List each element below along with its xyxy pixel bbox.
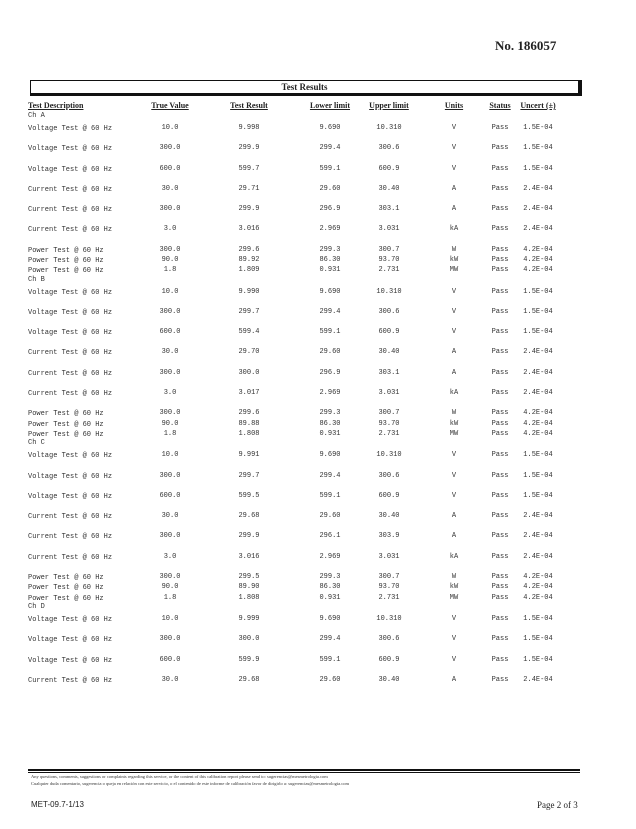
lower-limit-cell: 299.4 (319, 144, 341, 153)
header-test-result: Test Result (230, 101, 268, 110)
header-uncert: Uncert (±) (520, 101, 556, 110)
units-cell: MW (449, 430, 459, 438)
table-title: Test Results (281, 82, 328, 92)
uncertainty-cell: 1.5E-04 (523, 287, 553, 296)
uncertainty-cell: 2.4E-04 (523, 225, 553, 234)
true-value-cell: 300.0 (159, 307, 181, 316)
true-value-cell: 3.0 (163, 552, 177, 561)
test-result-cell: 9.990 (238, 287, 260, 296)
status-cell: Pass (491, 419, 509, 428)
status-cell: Pass (491, 635, 509, 644)
test-description: Voltage Test @ 60 Hz (28, 616, 113, 625)
footer-rule-thin (28, 772, 580, 773)
true-value-cell: 300.0 (159, 368, 181, 377)
units-cell: V (451, 615, 457, 624)
upper-limit-cell: 303.1 (378, 205, 400, 213)
units-cell: A (451, 205, 457, 213)
true-value-cell: 90.0 (161, 583, 179, 592)
true-value-cell: 10.0 (161, 615, 179, 624)
true-value-cell: 300.0 (159, 409, 181, 418)
lower-limit-cell: 29.60 (319, 348, 341, 357)
test-result-cell: 599.4 (238, 328, 260, 337)
upper-limit-cell: 300.6 (378, 307, 400, 316)
units-cell: A (451, 532, 457, 541)
test-description: Power Test @ 60 Hz (28, 246, 104, 255)
status-cell: Pass (491, 491, 509, 500)
test-result-cell: 89.88 (238, 419, 260, 428)
upper-limit-cell: 93.70 (378, 255, 400, 264)
upper-limit-cell: 600.9 (378, 491, 400, 500)
test-result-cell: 89.92 (238, 255, 260, 264)
units-cell: V (451, 144, 457, 153)
uncertainty-cell: 2.4E-04 (523, 348, 553, 357)
true-value-cell: 600.0 (159, 655, 181, 664)
test-description: Voltage Test @ 60 Hz (28, 329, 113, 338)
units-cell: V (451, 471, 457, 480)
lower-limit-cell: 9.690 (319, 287, 341, 296)
lower-limit-cell: 86.30 (319, 583, 341, 592)
status-cell: Pass (491, 245, 509, 254)
upper-limit-cell: 300.6 (378, 471, 400, 480)
status-cell: Pass (491, 368, 509, 377)
test-description: Current Test @ 60 Hz (28, 349, 113, 358)
units-cell: V (451, 491, 457, 500)
lower-limit-cell: 29.60 (319, 184, 341, 193)
units-cell: V (451, 164, 457, 173)
uncertainty-cell: 1.5E-04 (523, 491, 553, 500)
true-value-cell: 600.0 (159, 328, 181, 337)
uncertainty-cell: 1.5E-04 (523, 144, 553, 153)
test-description: Power Test @ 60 Hz (28, 267, 104, 276)
status-cell: Pass (491, 184, 509, 193)
test-result-cell: 599.9 (238, 655, 260, 664)
test-description: Voltage Test @ 60 Hz (28, 636, 113, 645)
lower-limit-cell: 2.969 (319, 225, 341, 234)
upper-limit-cell: 300.7 (378, 409, 400, 418)
test-result-cell: 299.9 (238, 205, 260, 213)
units-cell: V (451, 635, 457, 644)
test-description: Current Test @ 60 Hz (28, 206, 113, 214)
upper-limit-cell: 3.031 (378, 388, 400, 397)
units-cell: V (451, 655, 457, 664)
upper-limit-cell: 303.1 (378, 368, 400, 377)
status-cell: Pass (491, 552, 509, 561)
channel-label: Ch D (28, 603, 45, 612)
test-description: Power Test @ 60 Hz (28, 584, 104, 593)
upper-limit-cell: 93.70 (378, 419, 400, 428)
uncertainty-cell: 1.5E-04 (523, 635, 553, 644)
channel-label: Ch C (28, 439, 45, 448)
lower-limit-cell: 599.1 (319, 491, 341, 500)
upper-limit-cell: 10.310 (376, 615, 402, 624)
upper-limit-cell: 30.40 (378, 184, 400, 193)
uncertainty-cell: 1.5E-04 (523, 655, 553, 664)
units-cell: W (451, 409, 457, 418)
status-cell: Pass (491, 266, 509, 275)
true-value-cell: 300.0 (159, 245, 181, 254)
upper-limit-cell: 300.7 (378, 572, 400, 581)
lower-limit-cell: 299.4 (319, 307, 341, 316)
test-result-cell: 300.0 (238, 635, 260, 644)
true-value-cell: 10.0 (161, 287, 179, 296)
status-cell: Pass (491, 655, 509, 664)
test-description: Power Test @ 60 Hz (28, 431, 104, 439)
lower-limit-cell: 299.4 (319, 471, 341, 480)
true-value-cell: 3.0 (163, 388, 177, 397)
test-result-cell: 599.5 (238, 491, 260, 500)
footer-rule (28, 769, 580, 771)
upper-limit-cell: 303.9 (378, 532, 400, 541)
units-cell: V (451, 307, 457, 316)
test-result-cell: 299.7 (238, 307, 260, 316)
form-identifier: MET-09.7-1/13 (31, 800, 84, 809)
test-result-cell: 1.808 (238, 430, 260, 438)
upper-limit-cell: 10.310 (376, 124, 402, 132)
test-description: Voltage Test @ 60 Hz (28, 288, 113, 297)
status-cell: Pass (491, 205, 509, 213)
test-description: Voltage Test @ 60 Hz (28, 656, 113, 665)
units-cell: W (451, 572, 457, 581)
test-result-cell: 9.998 (238, 124, 260, 132)
test-description: Power Test @ 60 Hz (28, 594, 104, 603)
lower-limit-cell: 599.1 (319, 328, 341, 337)
units-cell: kW (449, 419, 459, 428)
lower-limit-cell: 296.1 (319, 532, 341, 541)
status-cell: Pass (491, 255, 509, 264)
status-cell: Pass (491, 430, 509, 438)
header-upper-limit: Upper limit (369, 101, 409, 110)
test-result-cell: 3.016 (238, 552, 260, 561)
true-value-cell: 1.8 (163, 430, 177, 438)
upper-limit-cell: 3.031 (378, 552, 400, 561)
uncertainty-cell: 1.5E-04 (523, 615, 553, 624)
test-description: Current Test @ 60 Hz (28, 369, 113, 378)
lower-limit-cell: 2.969 (319, 388, 341, 397)
true-value-cell: 300.0 (159, 635, 181, 644)
units-cell: V (451, 451, 457, 460)
test-result-cell: 3.016 (238, 225, 260, 234)
lower-limit-cell: 0.931 (319, 266, 341, 275)
units-cell: A (451, 512, 457, 521)
true-value-cell: 300.0 (159, 572, 181, 581)
status-cell: Pass (491, 164, 509, 173)
test-result-cell: 9.999 (238, 615, 260, 624)
upper-limit-cell: 10.310 (376, 287, 402, 296)
true-value-cell: 3.0 (163, 225, 177, 234)
units-cell: A (451, 348, 457, 357)
units-cell: A (451, 184, 457, 193)
test-result-cell: 89.90 (238, 583, 260, 592)
status-cell: Pass (491, 675, 509, 684)
true-value-cell: 300.0 (159, 532, 181, 541)
test-description: Voltage Test @ 60 Hz (28, 472, 113, 481)
true-value-cell: 10.0 (161, 451, 179, 460)
status-cell: Pass (491, 144, 509, 153)
true-value-cell: 1.8 (163, 593, 177, 602)
lower-limit-cell: 299.3 (319, 572, 341, 581)
certificate-number: No. 186057 (495, 38, 557, 53)
test-result-cell: 1.808 (238, 593, 260, 602)
upper-limit-cell: 600.9 (378, 164, 400, 173)
status-cell: Pass (491, 225, 509, 234)
test-description: Power Test @ 60 Hz (28, 573, 104, 582)
uncertainty-cell: 2.4E-04 (523, 552, 553, 561)
test-result-cell: 3.017 (238, 388, 260, 397)
test-result-cell: 299.6 (238, 245, 260, 254)
header-units: Units (444, 101, 464, 110)
units-cell: MW (449, 593, 459, 602)
test-result-cell: 9.991 (238, 451, 260, 460)
units-cell: W (451, 245, 457, 254)
status-cell: Pass (491, 124, 509, 132)
units-cell: A (451, 368, 457, 377)
uncertainty-cell: 2.4E-04 (523, 184, 553, 193)
units-cell: V (451, 124, 457, 132)
upper-limit-cell: 300.6 (378, 144, 400, 153)
units-cell: V (451, 328, 457, 337)
uncertainty-cell: 1.5E-04 (523, 451, 553, 460)
true-value-cell: 90.0 (161, 255, 179, 264)
uncertainty-cell: 1.5E-04 (523, 124, 553, 132)
uncertainty-cell: 1.5E-04 (523, 328, 553, 337)
status-cell: Pass (491, 307, 509, 316)
upper-limit-cell: 300.6 (378, 635, 400, 644)
uncertainty-cell: 2.4E-04 (523, 675, 553, 684)
upper-limit-cell: 600.9 (378, 655, 400, 664)
uncertainty-cell: 4.2E-04 (523, 409, 553, 418)
test-description: Voltage Test @ 60 Hz (28, 125, 113, 133)
lower-limit-cell: 0.931 (319, 593, 341, 602)
uncertainty-cell: 2.4E-04 (523, 512, 553, 521)
upper-limit-cell: 10.310 (376, 451, 402, 460)
footer-note-english: Any questions, comments, suggestions or complaints regarding this service, or the content of this calibration report please send to: sugerencias@mesmetrologia.com (31, 774, 328, 779)
uncertainty-cell: 4.2E-04 (523, 572, 553, 581)
uncertainty-cell: 4.2E-04 (523, 245, 553, 254)
uncertainty-cell: 2.4E-04 (523, 205, 553, 213)
test-result-cell: 29.68 (238, 675, 260, 684)
test-description: Voltage Test @ 60 Hz (28, 308, 113, 317)
lower-limit-cell: 296.9 (319, 368, 341, 377)
uncertainty-cell: 4.2E-04 (523, 430, 553, 438)
uncertainty-cell: 2.4E-04 (523, 532, 553, 541)
uncertainty-cell: 4.2E-04 (523, 593, 553, 602)
lower-limit-cell: 599.1 (319, 164, 341, 173)
units-cell: kW (449, 255, 459, 264)
true-value-cell: 30.0 (161, 348, 179, 357)
header-status: Status (489, 101, 511, 110)
units-cell: V (451, 287, 457, 296)
uncertainty-cell: 4.2E-04 (523, 583, 553, 592)
status-cell: Pass (491, 583, 509, 592)
upper-limit-cell: 30.40 (378, 675, 400, 684)
true-value-cell: 300.0 (159, 144, 181, 153)
lower-limit-cell: 86.30 (319, 255, 341, 264)
true-value-cell: 300.0 (159, 471, 181, 480)
lower-limit-cell: 0.931 (319, 430, 341, 438)
true-value-cell: 300.0 (159, 205, 181, 213)
upper-limit-cell: 30.40 (378, 512, 400, 521)
lower-limit-cell: 299.3 (319, 409, 341, 418)
test-description: Voltage Test @ 60 Hz (28, 165, 113, 174)
header-lower-limit: Lower limit (309, 101, 351, 110)
test-result-cell: 599.7 (238, 164, 260, 173)
uncertainty-cell: 4.2E-04 (523, 255, 553, 264)
true-value-cell: 1.8 (163, 266, 177, 275)
upper-limit-cell: 600.9 (378, 328, 400, 337)
test-description: Voltage Test @ 60 Hz (28, 492, 113, 501)
test-description: Voltage Test @ 60 Hz (28, 145, 113, 154)
lower-limit-cell: 599.1 (319, 655, 341, 664)
test-result-cell: 29.70 (238, 348, 260, 357)
upper-limit-cell: 30.40 (378, 348, 400, 357)
test-description: Current Test @ 60 Hz (28, 389, 113, 398)
upper-limit-cell: 300.7 (378, 245, 400, 254)
status-cell: Pass (491, 572, 509, 581)
test-result-cell: 299.6 (238, 409, 260, 418)
test-result-cell: 29.71 (238, 184, 260, 193)
uncertainty-cell: 4.2E-04 (523, 419, 553, 428)
status-cell: Pass (491, 471, 509, 480)
true-value-cell: 600.0 (159, 491, 181, 500)
units-cell: A (451, 675, 457, 684)
test-description: Voltage Test @ 60 Hz (28, 452, 113, 461)
test-result-cell: 29.68 (238, 512, 260, 521)
units-cell: kA (449, 225, 459, 234)
upper-limit-cell: 2.731 (378, 430, 400, 438)
test-result-cell: 300.0 (238, 368, 260, 377)
uncertainty-cell: 2.4E-04 (523, 388, 553, 397)
true-value-cell: 10.0 (161, 124, 179, 132)
test-result-cell: 299.9 (238, 144, 260, 153)
status-cell: Pass (491, 593, 509, 602)
units-cell: kA (449, 552, 459, 561)
status-cell: Pass (491, 532, 509, 541)
status-cell: Pass (491, 287, 509, 296)
lower-limit-cell: 299.3 (319, 245, 341, 254)
lower-limit-cell: 29.60 (319, 512, 341, 521)
lower-limit-cell: 9.690 (319, 124, 341, 132)
test-result-cell: 299.9 (238, 532, 260, 541)
uncertainty-cell: 1.5E-04 (523, 164, 553, 173)
status-cell: Pass (491, 512, 509, 521)
uncertainty-cell: 2.4E-04 (523, 368, 553, 377)
uncertainty-cell: 1.5E-04 (523, 471, 553, 480)
upper-limit-cell: 3.031 (378, 225, 400, 234)
uncertainty-cell: 1.5E-04 (523, 307, 553, 316)
test-description: Current Test @ 60 Hz (28, 513, 113, 522)
page-number: Page 2 of 3 (537, 800, 578, 810)
upper-limit-cell: 2.731 (378, 266, 400, 275)
lower-limit-cell: 299.4 (319, 635, 341, 644)
test-description: Power Test @ 60 Hz (28, 256, 104, 265)
header-true-value: True Value (151, 101, 189, 110)
lower-limit-cell: 9.690 (319, 615, 341, 624)
lower-limit-cell: 9.690 (319, 451, 341, 460)
test-result-cell: 1.809 (238, 266, 260, 275)
channel-label: Ch B (28, 275, 45, 284)
true-value-cell: 30.0 (161, 184, 179, 193)
true-value-cell: 30.0 (161, 675, 179, 684)
uncertainty-cell: 4.2E-04 (523, 266, 553, 275)
lower-limit-cell: 296.9 (319, 205, 341, 213)
true-value-cell: 600.0 (159, 164, 181, 173)
test-description: Current Test @ 60 Hz (28, 553, 113, 562)
status-cell: Pass (491, 388, 509, 397)
status-cell: Pass (491, 328, 509, 337)
status-cell: Pass (491, 409, 509, 418)
test-description: Power Test @ 60 Hz (28, 410, 104, 419)
test-description: Current Test @ 60 Hz (28, 185, 113, 194)
header-description: Test Description (28, 101, 84, 110)
status-cell: Pass (491, 451, 509, 460)
test-result-cell: 299.7 (238, 471, 260, 480)
true-value-cell: 90.0 (161, 419, 179, 428)
lower-limit-cell: 2.969 (319, 552, 341, 561)
status-cell: Pass (491, 615, 509, 624)
test-description: Power Test @ 60 Hz (28, 420, 104, 429)
units-cell: kA (449, 388, 459, 397)
test-description: Current Test @ 60 Hz (28, 676, 113, 685)
upper-limit-cell: 2.731 (378, 593, 400, 602)
units-cell: MW (449, 266, 459, 275)
units-cell: kW (449, 583, 459, 592)
footer-note-spanish: Cualquier duda comentario, sugerencia o queja en relación con este servicio, o el contenido de este informe de calibración favor de dirigirlo a: sugerencias@mesmetrologia.com (31, 781, 350, 786)
true-value-cell: 30.0 (161, 512, 179, 521)
test-description: Current Test @ 60 Hz (28, 226, 113, 235)
lower-limit-cell: 86.30 (319, 419, 341, 428)
channel-label: Ch A (28, 112, 45, 120)
test-description: Current Test @ 60 Hz (28, 533, 113, 542)
lower-limit-cell: 29.60 (319, 675, 341, 684)
upper-limit-cell: 93.70 (378, 583, 400, 592)
status-cell: Pass (491, 348, 509, 357)
test-result-cell: 299.5 (238, 572, 260, 581)
